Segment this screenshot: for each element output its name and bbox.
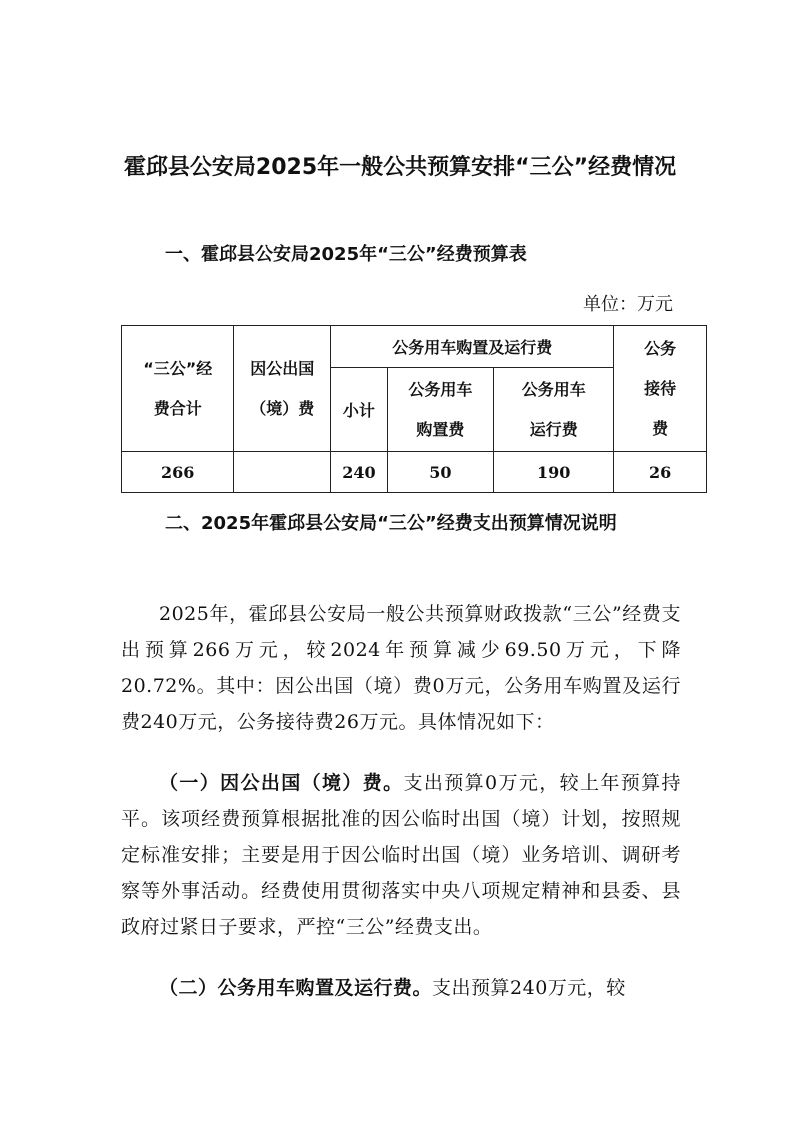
vehicle-lead: （二）公务用车购置及运行费。 (159, 977, 433, 999)
header-total: “三公”经费合计 (122, 326, 234, 452)
value-purchase: 50 (387, 452, 493, 493)
header-vehicle-group: 公务用车购置及运行费 (331, 326, 614, 368)
value-subtotal: 240 (331, 452, 388, 493)
header-vehicle-operation: 公务用车运行费 (494, 368, 614, 452)
three-public-budget-table (121, 325, 707, 493)
unit-label: 单位：万元 (583, 294, 673, 315)
value-reception: 26 (614, 452, 707, 493)
header-reception: 公务接待费 (614, 326, 707, 452)
vehicle-paragraph (121, 970, 681, 1006)
vehicle-text: 支出预算240万元，较 (432, 977, 626, 999)
abroad-lead: （一）因公出国（境）费。 (159, 772, 404, 794)
header-vehicle-subtotal: 小计 (331, 368, 388, 452)
abroad-paragraph (121, 765, 681, 945)
section-1-heading: 一、霍邱县公安局2025年“三公”经费预算表 (165, 244, 527, 265)
value-operation: 190 (494, 452, 614, 493)
header-abroad: 因公出国（境）费 (234, 326, 331, 452)
abroad-text: 支出预算0万元，较上年预算持平。该项经费预算根据批准的因公临时出国（境）计划，按照规定标准安排；主要是用于因公临时出国（境）业务培训、调研考察等外事活动。经费使用贯彻落实中央八项规定精神和县委、县政府过紧日子要求，严控“三公”经费支出。 (121, 772, 681, 938)
header-vehicle-purchase: 公务用车购置费 (387, 368, 493, 452)
document-title: 霍邱县公安局2025年一般公共预算安排“三公”经费情况 (123, 155, 677, 180)
value-abroad (234, 452, 331, 493)
section-2-heading: 二、2025年霍邱县公安局“三公”经费支出预算情况说明 (165, 513, 617, 534)
summary-paragraph: 2025年，霍邱县公安局一般公共预算财政拨款“三公”经费支出预算266万元，较2024年预算减少69.50万元，下降20.72%。其中：因公出国（境）费0万元，公务用车购置及运行费240万元，公务接待费26万元。具体情况如下： (121, 603, 681, 733)
value-total: 266 (122, 452, 234, 493)
